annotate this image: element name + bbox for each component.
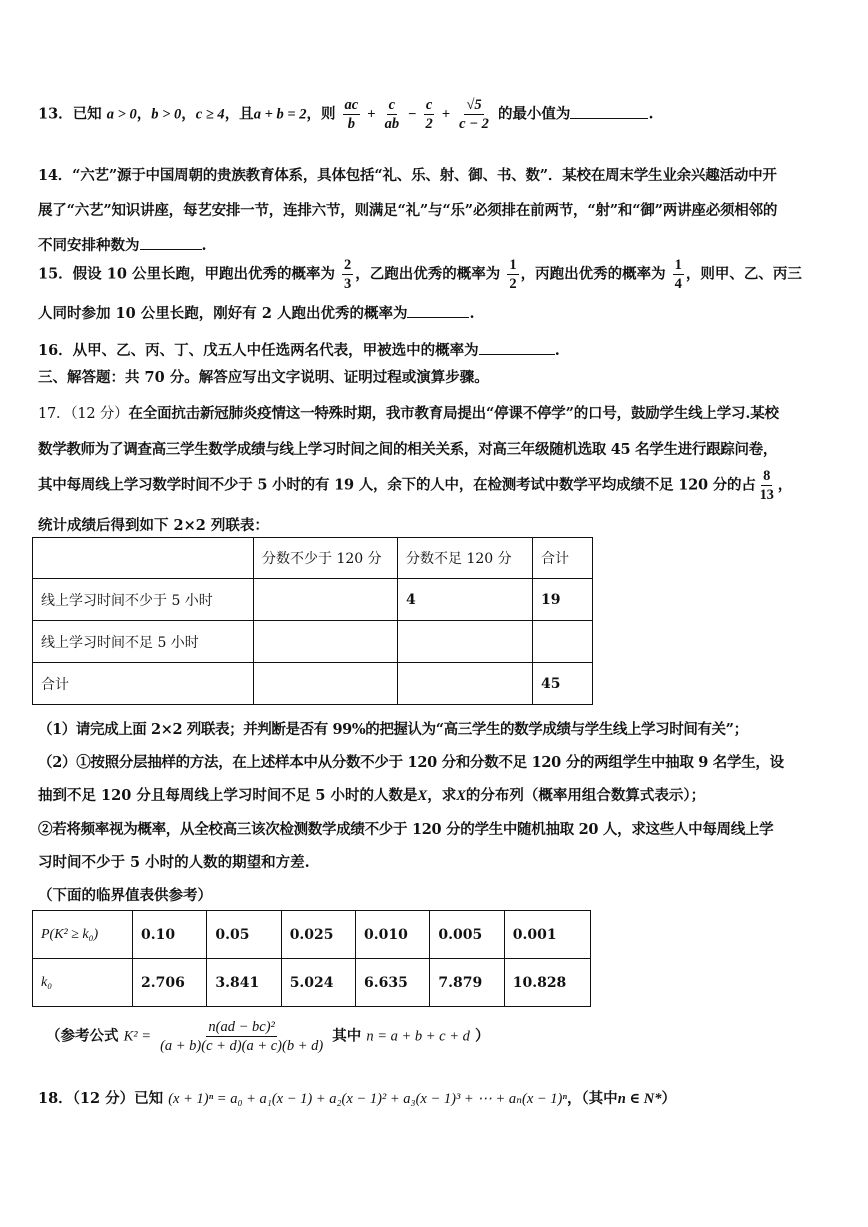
q15-f2-den: 2 <box>509 276 517 292</box>
q13-suffix: 的最小值为 <box>497 105 571 123</box>
formula-fraction <box>158 1018 325 1055</box>
table-cell[interactable] <box>254 663 398 705</box>
table-row-label: 合计 <box>33 663 254 705</box>
q18-tail-a: ，（其中 <box>566 1090 618 1107</box>
q17-line2: 数学教师为了调查高三学生数学成绩与线上学习时间之间的相关关系，对高三年级随机选取 45 名学生进行跟踪问卷， <box>38 441 778 458</box>
formula-end: ） <box>474 1027 490 1045</box>
contingency-table <box>32 537 593 705</box>
table-cell[interactable] <box>398 663 533 705</box>
q17-f-num: 8 <box>763 468 771 484</box>
table-row-label: 线上学习时间不少于 5 小时 <box>33 579 254 621</box>
table-cell[interactable] <box>254 621 398 663</box>
q15-fraction-2 <box>507 256 518 293</box>
q15-f2-num: 1 <box>509 257 517 273</box>
crit-row-k <box>33 959 591 1007</box>
q13-sep1: ， <box>136 105 152 123</box>
q15-part2: ，乙跑出优秀的概率为 <box>355 265 501 283</box>
q18-tail-b: n ∈ N* <box>617 1091 662 1107</box>
question-17-intro <box>38 396 838 543</box>
q14-line1: 14．“六艺”源于中国周朝的贵族教育体系，具体包括“礼、乐、射、御、书、数”．某校在周末学生业余兴趣活动中开 <box>38 167 777 184</box>
table-row <box>33 579 593 621</box>
q13-answer-blank[interactable] <box>570 104 648 119</box>
q17-var-x2: X <box>456 788 466 804</box>
table-header-total: 合计 <box>533 538 593 579</box>
table-row-label: 线上学习时间不足 5 小时 <box>33 621 254 663</box>
q13-f1-den: b <box>347 116 355 132</box>
question-15 <box>38 256 838 325</box>
formula-lhs: K² = <box>123 1028 151 1045</box>
q15-line2 <box>38 303 838 325</box>
crit-cell: 5.024 <box>281 959 355 1007</box>
q13-f4-num: √5 <box>466 97 482 113</box>
formula-num: n(ad − bc)² <box>208 1019 275 1035</box>
q17-number: 17．（12 分） <box>38 406 129 422</box>
q18-expression: (x + 1)ⁿ = a₀ + a₁(x − 1) + a₂(x − 1)² + a₃(x − 1)³ + ⋯ + aₙ(x − 1)ⁿ <box>168 1091 567 1107</box>
q13-fraction-3 <box>424 96 435 133</box>
q15-part1: 15．假设 10 公里长跑，甲跑出优秀的概率为 <box>38 265 335 283</box>
crit-cell: 6.635 <box>356 959 430 1007</box>
section-3-header: 三、解答题：共 70 分。解答应写出文字说明、证明过程或演算步骤。 <box>38 369 489 386</box>
formula-den: (a + b)(c + d)(a + c)(b + d) <box>160 1038 324 1054</box>
table-cell[interactable] <box>533 621 593 663</box>
q17-part2-line1: （2）①按照分层抽样的方法，在上述样本中从分数不少于 120 分和分数不足 120 分的两组学生中抽取 9 名学生，设 <box>38 754 784 771</box>
q15-fraction-1 <box>342 256 353 293</box>
crit-row-p-head: P(K² ≥ k₀) <box>33 911 133 959</box>
table-cell: 45 <box>533 663 593 705</box>
formula-prefix: （参考公式 <box>46 1027 119 1045</box>
q17-p2-b: ，求 <box>427 787 457 804</box>
table-cell: 4 <box>398 579 533 621</box>
question-17-parts <box>38 713 838 912</box>
table-cell[interactable] <box>254 579 398 621</box>
q13-prefix: 已知 <box>72 105 102 123</box>
q13-plus1: + <box>367 106 376 123</box>
critical-value-table <box>32 910 591 1007</box>
q15-fraction-3 <box>673 256 684 293</box>
table-header-corner <box>33 538 254 579</box>
crit-cell: 2.706 <box>133 959 207 1007</box>
q13-f3-den: 2 <box>425 116 433 132</box>
q13-cond-a: a > 0 <box>106 106 137 123</box>
q17-line1-text: 在全面抗击新冠肺炎疫情这一特殊时期，我市教育局提出“停课不停学”的口号，鼓励学生线上学习.某校 <box>128 405 779 422</box>
q17-line3 <box>38 467 838 504</box>
q15-part3: ，丙跑出优秀的概率为 <box>520 265 666 283</box>
q17-p2-a: 抽到不足 120 分且每周线上学习时间不足 5 小时的人数是 <box>38 787 418 804</box>
q13-fraction-4 <box>457 96 491 133</box>
crit-cell: 10.828 <box>504 959 590 1007</box>
q17-line3-text: 其中每周线上学习数学时间不少于 5 小时的有 19 人，余下的人中，在检测考试中数学平均成绩不足 120 分的占 <box>38 476 756 494</box>
q13-mid: ，且 <box>224 105 254 123</box>
crit-cell: 0.010 <box>356 911 430 959</box>
q15-line2-text: 人同时参加 10 公里长跑，刚好有 2 人跑出优秀的概率为 <box>38 305 408 322</box>
question-16 <box>38 340 838 362</box>
q18-tail-c: ） <box>661 1090 676 1107</box>
crit-cell: 0.10 <box>133 911 207 959</box>
table-row <box>33 663 593 705</box>
table-header-score-high: 分数不少于 120 分 <box>254 538 398 579</box>
q14-answer-blank[interactable] <box>140 235 202 250</box>
q13-f4-den: c − 2 <box>459 116 489 132</box>
q13-mid2: ，则 <box>306 105 336 123</box>
q17-line3-end: ， <box>777 476 793 494</box>
q17-reference-title: （下面的临界值表供参考） <box>38 887 212 904</box>
q13-cond-c: c ≥ 4 <box>195 106 225 123</box>
q17-part3-line2: 习时间不少于 5 小时的人数的期望和方差. <box>38 854 310 871</box>
formula-n: n = a + b + c + d <box>366 1028 470 1045</box>
q17-part3-line1: ②若将频率视为概率，从全校高三该次检测数学成绩不少于 120 分的学生中随机抽取 20 人，求这些人中每周线上学 <box>38 821 774 838</box>
q13-number: 13． <box>38 105 73 123</box>
q13-minus: − <box>408 106 417 123</box>
q13-cond-b: b > 0 <box>151 106 182 123</box>
q17-line4: 统计成绩后得到如下 2×2 列联表： <box>38 517 269 534</box>
question-18 <box>38 1088 838 1110</box>
table-header-score-low: 分数不足 120 分 <box>398 538 533 579</box>
q15-f3-den: 4 <box>674 276 682 292</box>
q14-line3-text: 不同安排种数为 <box>38 237 140 254</box>
crit-cell: 0.005 <box>430 911 504 959</box>
q18-head: 18．（12 分）已知 <box>38 1090 164 1107</box>
q17-p2-c: 的分布列（概率用组合数算式表示）； <box>465 787 706 804</box>
q14-line2: 展了“六艺”知识讲座，每艺安排一节，连排六节，则满足“礼”与“乐”必须排在前两节，“射”和“御”两讲座必须相邻的 <box>38 202 778 219</box>
crit-row-p <box>33 911 591 959</box>
q13-fraction-1 <box>343 96 361 133</box>
table-cell[interactable] <box>398 621 533 663</box>
q13-f1-num: ac <box>344 97 359 113</box>
q13-f2-num: c <box>388 97 396 113</box>
q17-f-den: 13 <box>759 487 774 503</box>
crit-cell: 0.025 <box>281 911 355 959</box>
q16-end: . <box>554 342 560 359</box>
q15-part4: ，则甲、乙、丙三 <box>685 265 802 283</box>
q15-f1-den: 3 <box>344 276 352 292</box>
q17-var-x1: X <box>417 788 428 804</box>
q13-end: . <box>648 105 654 123</box>
q13-cond-sum: a + b = 2 <box>253 106 307 123</box>
q13-fraction-2 <box>383 96 402 133</box>
crit-cell: 3.841 <box>207 959 281 1007</box>
q17-line1 <box>38 396 838 432</box>
table-cell: 19 <box>533 579 593 621</box>
q16-answer-blank[interactable] <box>479 340 555 355</box>
reference-formula <box>46 1018 846 1055</box>
crit-cell: 0.001 <box>504 911 590 959</box>
table-row <box>33 621 593 663</box>
q13-f3-num: c <box>425 97 433 113</box>
question-13 <box>38 96 838 133</box>
crit-row-k-head: k₀ <box>33 959 133 1007</box>
q13-plus2: + <box>441 106 451 123</box>
q17-part2-line2 <box>38 779 838 813</box>
formula-mid: 其中 <box>332 1027 362 1045</box>
q15-f1-num: 2 <box>344 257 352 273</box>
q16-text: 16．从甲、乙、丙、丁、戊五人中任选两名代表，甲被选中的概率为 <box>38 342 479 359</box>
q17-fraction <box>758 467 776 504</box>
table-header-row <box>33 538 593 579</box>
q15-f3-num: 1 <box>674 257 682 273</box>
q14-end: . <box>201 237 207 254</box>
q17-part1: （1）请完成上面 2×2 列联表；并判断是否有 99%的把握认为“高三学生的数学成绩与学生线上学习时间有关”； <box>38 721 748 738</box>
crit-cell: 7.879 <box>430 959 504 1007</box>
crit-cell: 0.05 <box>207 911 281 959</box>
question-14 <box>38 158 838 263</box>
q15-end: . <box>469 305 475 322</box>
q15-answer-blank[interactable] <box>407 303 469 318</box>
q15-line1 <box>38 256 838 293</box>
q13-sep2: ， <box>181 105 196 123</box>
q13-f2-den: ab <box>384 116 400 132</box>
